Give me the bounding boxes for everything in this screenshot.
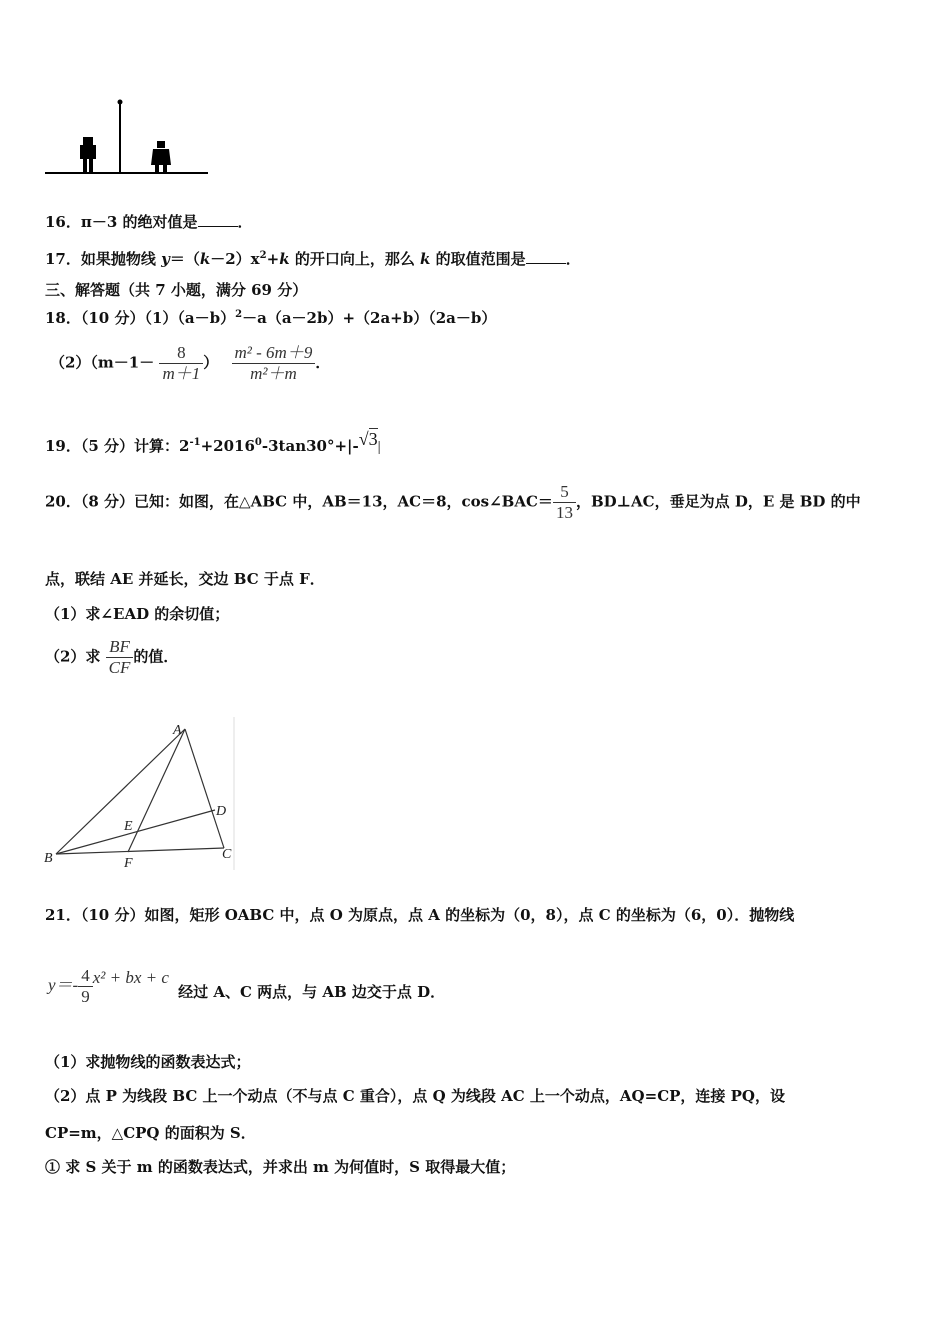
question-18-part1 — [45, 305, 496, 328]
q20-sub2-den: CF — [106, 657, 134, 678]
q18-sup: 2 — [235, 309, 243, 320]
q19-text: 19．（5 分）计算：2 — [45, 437, 190, 455]
q18-part1-text: 18．（10 分）（1）（a－b） — [45, 309, 236, 327]
q18-part2-label: （2）（m－1－ — [50, 353, 155, 372]
q17-blank — [526, 249, 566, 264]
q19-sup1: -1 — [189, 437, 201, 448]
q18-frac1-num: 8 — [177, 343, 186, 362]
q17-k1: k — [199, 250, 211, 268]
q18-fraction-2 — [232, 343, 316, 384]
person-right-icon — [151, 141, 171, 173]
q17-text-1: 17．如果抛物线 — [45, 250, 162, 268]
q21-eq-rest: x² + bx + c — [92, 967, 169, 987]
label-e: E — [124, 819, 133, 834]
triangle-figure — [38, 712, 238, 872]
label-c: C — [222, 847, 232, 862]
q20-text-b: ，BD⊥AC，垂足为点 D，E 是 BD 的中 — [575, 492, 861, 511]
question-18-part2 — [50, 343, 330, 384]
q18-part1-text-b: －a（a－2b）+（2a+b）（2a－b） — [242, 309, 497, 327]
q17-text-6: 的取值范围是 — [430, 250, 526, 268]
sqrt-symbol: √3 — [358, 429, 378, 449]
q18-fraction-1 — [159, 343, 203, 384]
label-a: A — [173, 723, 182, 738]
q20-sub2-num: BF — [109, 637, 130, 656]
q21-eq-num: 4 — [81, 966, 90, 985]
flagpole-figure — [40, 95, 215, 180]
question-21-sub2a: （2）点 P 为线段 BC 上一个动点（不与点 C 重合），点 Q 为线段 AC 上一个动点，AQ=CP，连接 PQ，设 — [45, 1087, 785, 1105]
question-17 — [45, 246, 581, 269]
question-20-sub2 — [45, 637, 178, 678]
question-20-sub1: （1）求∠EAD 的余切值； — [45, 605, 230, 623]
question-21-sub2b: CP=m，△CPQ 的面积为 S． — [45, 1124, 256, 1142]
q20-sub2-fraction — [106, 637, 134, 678]
q17-y: y — [161, 250, 170, 268]
q17-text-3: －2）x — [210, 250, 260, 268]
side-ac — [185, 729, 227, 848]
q21-eq-den: 9 — [78, 986, 93, 1007]
flagpole-top — [118, 100, 123, 105]
q18-end: ． — [315, 353, 331, 372]
q19-tail: -3tan30°+|- — [261, 437, 359, 455]
q18-frac1-den: m＋1 — [159, 363, 203, 384]
q18-close-paren: ） — [203, 353, 219, 372]
question-21-sub1: （1）求抛物线的函数表达式； — [45, 1053, 251, 1071]
label-f: F — [124, 856, 133, 871]
q19-sqrt-value: 3 — [368, 429, 378, 449]
question-21-line1: 21．（10 分）如图，矩形 OABC 中，点 O 为原点，点 A 的坐标为（0，8），点 C 的坐标为（6，0）．抛物线 — [45, 906, 795, 924]
q17-k3: k — [420, 250, 431, 268]
q17-text-4: + — [266, 250, 280, 268]
q20-sub2-text-a: （2）求 — [45, 647, 101, 666]
side-ab — [56, 729, 185, 854]
q20-frac-num: 5 — [560, 482, 569, 501]
q20-text-a: 20．（8 分）已知：如图，在△ABC 中，AB＝13，AC＝8，cos∠BAC＝ — [45, 492, 553, 511]
side-bc — [56, 848, 224, 854]
q21-eq-fraction — [78, 966, 93, 1007]
q21-eq-y: y＝- — [48, 975, 79, 995]
q19-sup2: 0 — [254, 437, 262, 448]
person-left-icon — [80, 137, 96, 173]
q18-frac2-num: m² - 6m＋9 — [234, 343, 313, 362]
q18-frac2-den: m²＋m — [232, 363, 316, 384]
q17-text-2: ＝（ — [169, 250, 200, 268]
q16-blank — [198, 212, 238, 227]
q20-fraction — [553, 482, 576, 523]
q17-end: ． — [565, 250, 581, 268]
question-20-line2: 点，联结 AE 并延长，交边 BC 于点 F． — [45, 570, 325, 588]
section-3-title: 三、解答题（共 7 小题，满分 69 分） — [45, 281, 308, 299]
q17-text-5: 的开口向上，那么 — [289, 250, 421, 268]
q19-mid: +2016 — [200, 437, 255, 455]
question-21-line2 — [48, 966, 445, 1007]
q19-bar: | — [377, 439, 381, 455]
label-d: D — [216, 804, 227, 819]
q16-text: 16．π－3 的绝对值是 — [45, 213, 198, 231]
question-19 — [45, 429, 381, 457]
segment-af — [128, 729, 185, 852]
q20-sub2-text-b: 的值． — [133, 647, 179, 666]
q17-k2: k — [279, 250, 290, 268]
q20-frac-den: 13 — [553, 502, 576, 523]
q17-sup: 2 — [259, 250, 267, 261]
label-b: B — [44, 851, 53, 866]
question-21-sub3: ① 求 S 关于 m 的函数表达式，并求出 m 为何值时，S 取得最大值； — [45, 1158, 516, 1176]
q16-end: ． — [237, 213, 253, 231]
q21-text-2: 经过 A、C 两点，与 AB 边交于点 D． — [178, 982, 446, 1001]
question-20-line1 — [45, 482, 861, 523]
segment-bd — [56, 810, 215, 854]
question-16 — [45, 212, 253, 232]
